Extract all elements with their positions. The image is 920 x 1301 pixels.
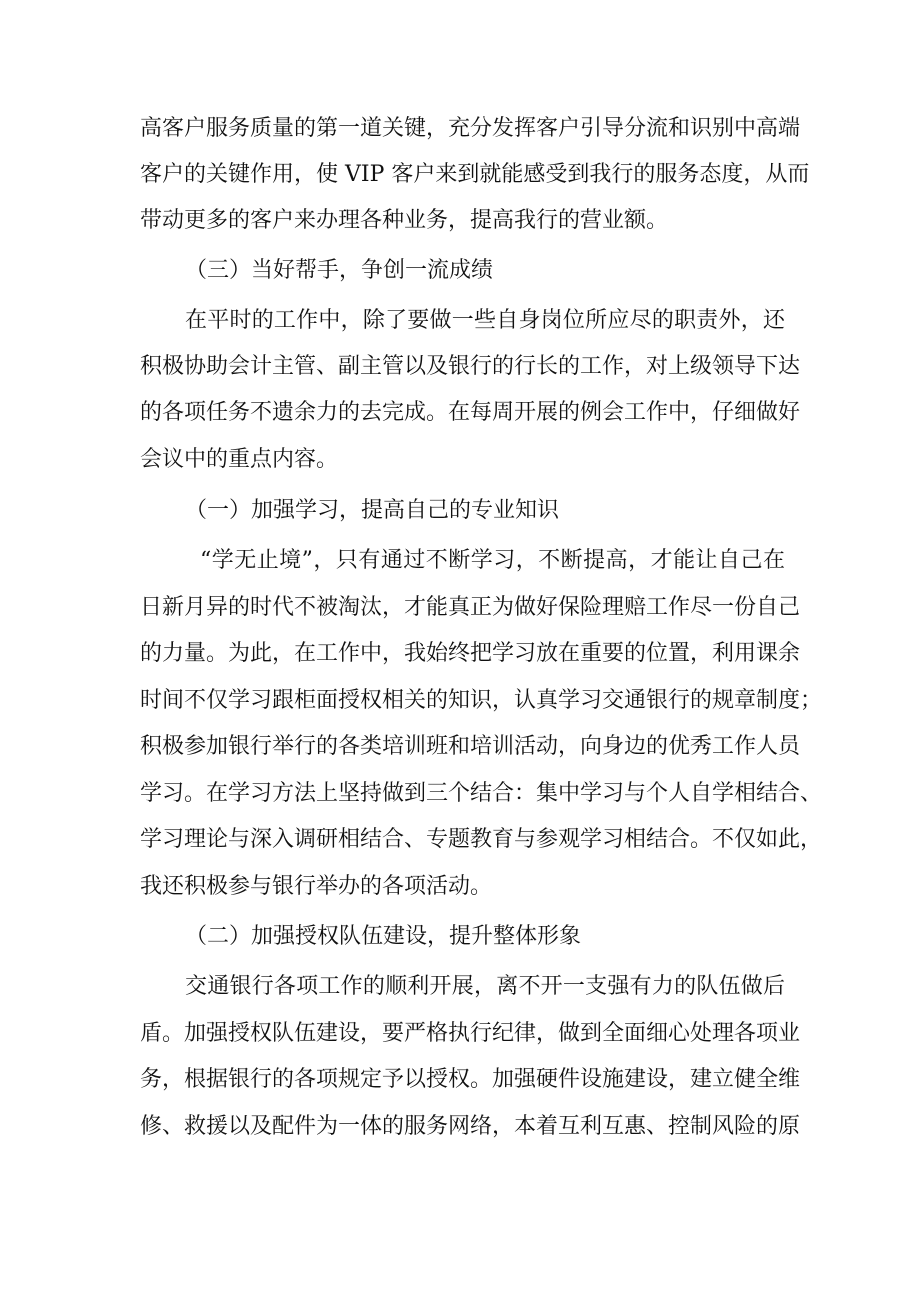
body-text-line: 带动更多的客户来办理各种业务，提高我行的营业额。	[140, 208, 669, 233]
body-text-line: 的各项任务不遗余力的去完成。在每周开展的例会工作中，仔细做好	[140, 400, 801, 425]
body-text-line: “学无止境”，只有通过不断学习，不断提高，才能让自己在	[200, 548, 785, 573]
body-text-line: 客户的关键作用，使 VIP 客户来到就能感受到我行的服务态度，从而	[140, 162, 810, 187]
body-text-line: 我还积极参与银行举办的各项活动。	[140, 874, 493, 899]
section-heading: （三）当好帮手，争创一流成绩	[185, 258, 494, 283]
body-text-line: 交通银行各项工作的顺利开展，离不开一支强有力的队伍做后	[185, 974, 785, 999]
body-text-line: 修、救援以及配件为一体的服务网络，本着互利互惠、控制风险的原	[140, 1114, 801, 1139]
section-heading: （一）加强学习，提高自己的专业知识	[185, 498, 560, 523]
section-heading: （二）加强授权队伍建设，提升整体形象	[185, 924, 582, 949]
body-text-line: 学习。在学习方法上坚持做到三个结合：集中学习与个人自学相结合、	[140, 781, 823, 806]
body-text-line: 务，根据银行的各项规定予以授权。加强硬件设施建设，建立健全维	[140, 1067, 801, 1092]
body-text-line: 积极参加银行举行的各类培训班和培训活动，向身边的优秀工作人员	[140, 734, 801, 759]
body-text-line: 时间不仅学习跟柜面授权相关的知识，认真学习交通银行的规章制度；	[140, 688, 823, 713]
body-text-line: 学习理论与深入调研相结合、专题教育与参观学习相结合。不仅如此，	[140, 827, 823, 852]
body-text-line: 积极协助会计主管、副主管以及银行的行长的工作，对上级领导下达	[140, 354, 801, 379]
body-text-line: 在平时的工作中，除了要做一些自身岗位所应尽的职责外，还	[185, 308, 785, 333]
body-text-line: 会议中的重点内容。	[140, 447, 339, 472]
body-text-line: 的力量。为此，在工作中，我始终把学习放在重要的位置，利用课余	[140, 641, 801, 666]
body-text-line: 高客户服务质量的第一道关键，充分发挥客户引导分流和识别中高端	[140, 116, 801, 141]
body-text-line: 日新月异的时代不被淘汰，才能真正为做好保险理赔工作尽一份自己	[140, 595, 801, 620]
body-text-line: 盾。加强授权队伍建设，要严格执行纪律，做到全面细心处理各项业	[140, 1021, 801, 1046]
